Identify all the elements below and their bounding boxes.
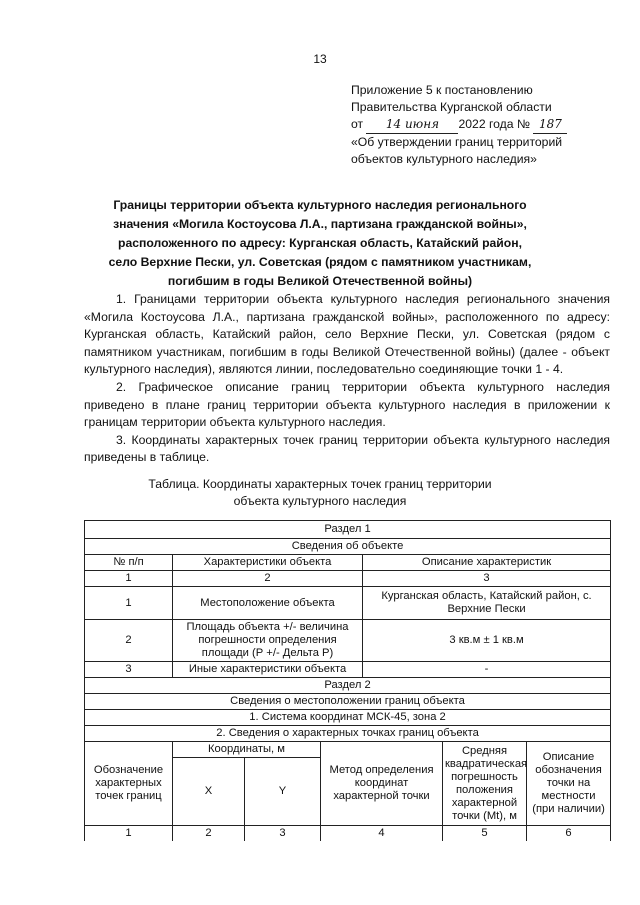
title-line-1: Границы территории объекта культурного наследия регионального [113,198,527,212]
table-row [85,742,611,758]
table-caption [0,476,640,510]
col-point-description: Описание обозначения точки на местности (при наличии) [527,742,611,826]
column-number: 4 [321,826,443,842]
header-description: Описание характеристик [363,555,611,571]
description-cell: 3 кв.м ± 1 кв.м [363,620,611,662]
column-number: 5 [443,826,527,842]
col-mean-error: Средняя квадратическая погрешность положения характерной точки (Mt), м [443,742,527,826]
appendix-year: 2022 года № [458,117,531,131]
title-line-3: расположенного по адресу: Курганская область, Катайский район, [118,236,522,250]
title-line-5: погибшим в годы Великой Отечественной войны) [167,274,473,288]
table-row [85,620,611,662]
page-number: 13 [313,52,327,66]
table-row [85,726,611,742]
object-info-header: Сведения об объекте [85,539,611,555]
table-row [85,710,611,726]
index-cell: 3 [363,571,611,587]
title-line-4: село Верхние Пески, ул. Советская (рядом с памятником участникам, [108,255,532,269]
description-cell: Курганская область, Катайский район, с. Верхние Пески [363,587,611,620]
table-caption-line-2: объекта культурного наследия [233,494,407,508]
description-cell: - [363,662,611,678]
appendix-line-1: Приложение 5 к постановлению [351,83,533,97]
col-method: Метод определения координат характерной точки [321,742,443,826]
points-info-header: 2. Сведения о характерных точках границ объекта [85,726,611,742]
col-point-designation: Обозначение характерных точек границ [85,742,173,826]
table-row [85,539,611,555]
column-number: 6 [527,826,611,842]
table-row [85,826,611,842]
column-number: 3 [245,826,321,842]
header-num: № п/п [85,555,173,571]
document-title [0,196,640,291]
document-body [84,291,610,467]
appendix-line-5: объектов культурного наследия» [351,152,537,166]
col-y: Y [245,758,321,826]
location-info-header: Сведения о местоположении границ объекта [85,694,611,710]
table-row [85,587,611,620]
column-number: 1 [85,826,173,842]
title-line-2: значения «Могила Костоусова Л.А., партизана гражданской войны», [113,217,527,231]
section-2-header: Раздел 2 [85,678,611,694]
coordinate-system: 1. Система координат МСК-45, зона 2 [85,710,611,726]
appendix-block [351,82,621,168]
row-number: 3 [85,662,173,678]
col-coordinates: Координаты, м [173,742,321,758]
characteristic-cell: Иные характеристики объекта [173,662,363,678]
appendix-from: от [351,117,364,131]
coordinates-table [84,520,611,841]
row-number: 1 [85,587,173,620]
header-characteristics: Характеристики объекта [173,555,363,571]
appendix-line-4: «Об утверждении границ территорий [351,135,563,149]
column-number: 2 [173,826,245,842]
row-number: 2 [85,620,173,662]
table-row [85,662,611,678]
index-cell: 2 [173,571,363,587]
table-row [85,555,611,571]
characteristic-cell: Местоположение объекта [173,587,363,620]
table-row [85,694,611,710]
index-cell: 1 [85,571,173,587]
table-row [85,571,611,587]
appendix-line-2: Правительства Курганской области [351,100,552,114]
appendix-date-line [351,116,621,134]
handwritten-date: 14 июня [366,116,458,134]
characteristic-cell: Площадь объекта +/- величина погрешности определения площади (Р +/- Дельта Р) [173,620,363,662]
paragraph-2: 2. Графическое описание границ территории объекта культурного наследия приведено в плане границ территории объекта культурного наследия в приложении к границам территории объекта культурного наследия. [84,379,610,430]
table-row [85,678,611,694]
table-row [85,521,611,539]
section-1-header: Раздел 1 [85,521,611,539]
col-x: X [173,758,245,826]
table-caption-line-1: Таблица. Координаты характерных точек границ территории [148,477,492,491]
paragraph-3: 3. Координаты характерных точек границ территории объекта культурного наследия приведены в таблице. [84,432,610,465]
paragraph-1: 1. Границами территории объекта культурного наследия регионального значения «Могила Костоусова Л.А., партизана гражданской войны», расположенного по адресу: Курганская область, Катайский район, село Верхние Пески, ул. Советская (рядом с памятником участникам, погибшим в годы Великой Отечественной войны) (далее - объект культурного наследия), являются линии, последовательно соединяющие точки 1 - 4. [84,292,610,377]
handwritten-number: 187 [533,116,567,134]
